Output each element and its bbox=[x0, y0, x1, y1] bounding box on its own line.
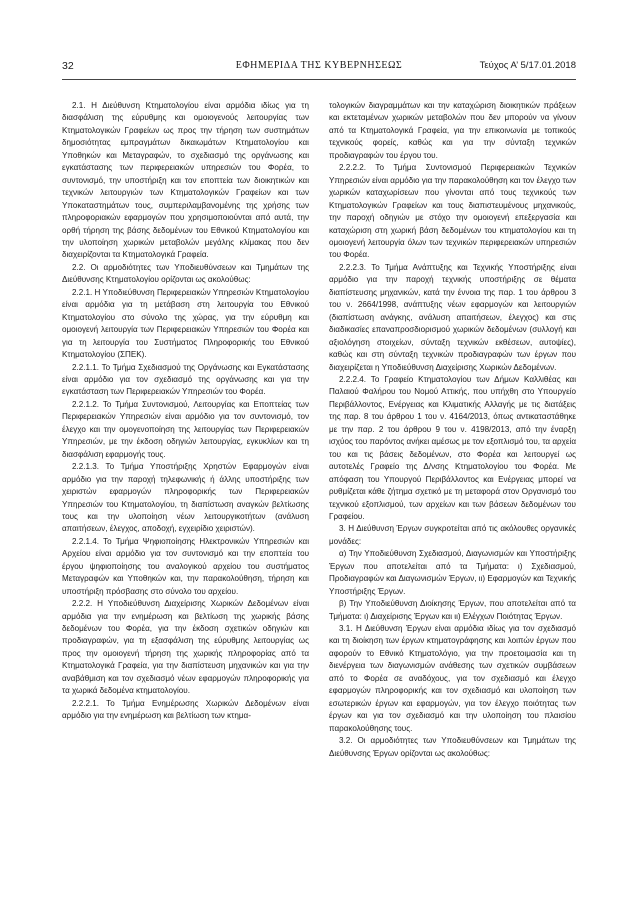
paragraph: 2.2. Οι αρμοδιότητες των Υποδιευθύνσεων και Τμημάτων της Διεύθυνσης Κτηματολογίου ορίζονται ως ακολούθως: bbox=[62, 262, 309, 285]
paragraph: 2.2.2. Η Υποδιεύθυνση Διαχείρισης Χωρικών Δεδομένων είναι αρμόδια για την ενημέρωση και βελτίωση της χωρικής βάσης δεδομένων του Φορέα, για την έκδοση σχετικών οδηγιών και προδιαγραφών, για τη εξασφάλιση της εύρυθμης λειτουργίας ως προς την ομοιογενή τήρηση της χωρικής πληροφορίας από τα Κτηματολογικά Γραφεία, για την διαπίστευση μηχανικών και για την αναβάθμιση και τον σχεδιασμό νέων εφαρμογών πληροφορικής για τα χωρικά δεδομένα κτηματολογίου. bbox=[62, 599, 309, 696]
issue-reference: Τεύχος Α’ 5/17.01.2018 bbox=[479, 60, 576, 71]
paragraph: 2.2.1.1. Το Τμήμα Σχεδιασμού της Οργάνωσης και Εγκατάστασης είναι αρμόδιο για τον σχεδιασμό της οργάνωσης και για την εγκατάσταση των Περιφερειακών Υπηρεσιών του Φορέα. bbox=[62, 362, 309, 397]
page-number: 32 bbox=[62, 60, 74, 72]
paragraph: 2.2.2.2. Το Τμήμα Συντονισμού Περιφερειακών Τεχνικών Υπηρεσιών είναι αρμόδιο για την παρακολούθηση και τον έλεγχο των χωρικών καταχωρίσεων που γίνονται από τους τεχνικούς των Κτηματολογικών Γραφείων και τους διαπιστευμένους μηχανικούς, την παροχή οδηγιών με στόχο την ομοιογενή επεξεργασία και καταχώριση στη χωρική βάση δεδομένων του κτηματολογίου και τη ομοιογενή λειτουργία όλων των τεχνικών περιφερειακών υπηρεσιών του Φορέα. bbox=[329, 163, 576, 260]
paragraph: β) Την Υποδιεύθυνση Διοίκησης Έργων, που αποτελείται από τα Τμήματα: ι) Διαχείρισης Έργων και ιι) Ελέγχων Ποιότητας Έργων. bbox=[329, 599, 576, 621]
paragraph: 2.1. Η Διεύθυνση Κτηματολογίου είναι αρμόδια ιδίως για τη διασφάλιση της εύρυθμης και ομοιογενούς λειτουργίας των Κτηματολογικών Γραφείων ως προς την τήρηση των συστημάτων δημοσιότητας εμπραγμάτων δικαιωμάτων Κτηματολογίου και Υποθηκών και Μεταγραφών, το σχεδιασμό της οργάνωσης και εγκατάστασης των περιφερειακών υπηρεσιών του Φορέα, το συντονισμό, την υποστήριξη και τον εποπτεία των διοικητικών και τεχνικών λειτουργιών των Κτηματολογικών Γραφείων και των Υποκαταστημάτων τους, συμπεριλαμβανομένης της χρήσης των πληροφοριακών εφαρμογών που χρησιμοποιούνται από αυτά, την ορθή τήρηση της βάσης δεδομένων του Εθνικού Κτηματολογίου και την υλοποίηση χωρικών μεταβολών μεγάλης κλίμακας που δεν διαχειρίζονται τα Κτηματολογικά Γραφεία. bbox=[62, 101, 309, 260]
paragraph: 3.2. Οι αρμοδιότητες των Υποδιευθύνσεων και Τμημάτων της Διεύθυνσης Έργων ορίζονται ως ακολούθως: bbox=[329, 736, 576, 758]
paragraph: α) Την Υποδιεύθυνση Σχεδιασμού, Διαγωνισμών και Υποστήριξης Έργων που αποτελείται από τα Τμήματα: ι) Σχεδιασμού, Προδιαγραφών και Διαγωνισμών Έργων, ιι) Εφαρμογών και Τεχνικής Υποστήριξης Έργων. bbox=[329, 549, 576, 596]
gazette-title: ΕΦΗΜΕΡΙΔΑ ΤΗΣ ΚΥΒΕΡΝΗΣΕΩΣ bbox=[235, 60, 403, 71]
paragraph: 2.2.1.3. Το Τμήμα Υποστήριξης Χρηστών Εφαρμογών είναι αρμόδιο για την παροχή τηλεφωνικής ή άλλης υποστήριξης των χειριστών εφαρμογών πληροφορικής των Περιφερειακών Υπηρεσιών του Κτηματολογίου, τη διαπίστωση αναγκών βελτίωσης τους και την υλοποίηση νέων λειτουργικοτήτων (ανάλυση απαιτήσεων, έλεγχος, αποδοχή, εγχειρίδιο χειριστών). bbox=[62, 462, 309, 534]
paragraph: 2.2.2.3. Το Τμήμα Ανάπτυξης και Τεχνικής Υποστήριξης είναι αρμόδιο για την παροχή τεχνικής υποστήριξης σε θέματα διαπίστευσης μηχανικών, κατά την έννοια της παρ. 1 του άρθρου 3 του ν. 2664/1998, ανάπτυξης νέων εφαρμογών και λειτουργιών (διαπίστωση ανάγκης, ανάλυση απαιτήσεων, έλεγχος) και στις διαδικασίες επαναπροσδιορισμού χωρικών δεδομένων (συλλογή και αξιολόγηση στοιχείων, σύνταξη τεχνικών εκθέσεων, αυτοψίες), καθώς και στη σύνταξη τεχνικών προδιαγραφών των έργων που διαχειρίζεται η Υποδιεύθυνση Διαχείρισης Χωρικών Δεδομένων. bbox=[329, 262, 576, 372]
right-column bbox=[329, 100, 576, 760]
header-rule bbox=[62, 79, 576, 80]
paragraph: 2.2.1. Η Υποδιεύθυνση Περιφερειακών Υπηρεσιών Κτηματολογίου είναι αρμόδια για τη μετάβαση στη λειτουργία του Εθνικού Κτηματολογίου στο σύνολο της χώρας, για την εύρυθμη και ομοιογενή λειτουργία των Περιφερειακών Υπηρεσιών του Φορέα και για τη λειτουργία του Συστήματος Πληροφορικής του Εθνικού Κτηματολογίου (ΣΠΕΚ). bbox=[62, 287, 309, 360]
left-column bbox=[62, 100, 309, 723]
page-header bbox=[62, 60, 576, 80]
paragraph: 3.1. Η Διεύθυνση Έργων είναι αρμόδια ιδίως για τον σχεδιασμό και τη διοίκηση των έργων κτηματογράφησης και λοιπών έργων που αφορούν το Εθνικό Κτηματολόγιο, για την προετοιμασία και τη διενέργεια των διαγωνισμών ανάθεσης των σχετικών συμβάσεων από το Φορέα σε αναδόχους, για τον σχεδιασμό και έλεγχο εφαρμογών πληροφορικής και τον σχεδιασμό και υλοποίηση των εσωτερικών έργων και εφαρμογών, για τον έλεγχο ποιότητας των έργων και για τον σχεδιασμό και την υλοποίηση του πλαισίου παρακολούθησης τους. bbox=[329, 624, 576, 733]
paragraph: 2.2.2.4. Το Γραφείο Κτηματολογίου των Δήμων Καλλιθέας και Παλαιού Φαλήρου του Νομού Αττικής, που υπήχθη στο Υπουργείο Περιβάλλοντος, Ενέργειας και Κλιματικής Αλλαγής με τις διατάξεις της παρ. 8 του άρθρου 1 του ν. 4164/2013, όπως αντικαταστάθηκε με την παρ. 2 του άρθρου 9 του ν. 4198/2013, από την έναρξη ισχύος του παρόντος ανήκει αμέσως με τον εξοπλισμό του, τα αρχεία του και τις βάσεις δεδομένων, στο Φορέα και λειτουργεί ως αυτοτελές Γραφείο της Δ/νσης Κτηματολογίου του Φορέα. Με απόφαση του Υπουργού Περιβάλλοντος και Ενέργειας μπορεί να ρυθμίζεται κάθε ζήτημα σχετικό με τη μεταφορά στον Οργανισμό του τεχνικού εξοπλισμού, των αρχείων και των βάσεων δεδομένων του Γραφείου. bbox=[329, 374, 576, 521]
paragraph: 2.2.1.2. Το Τμήμα Συντονισμού, Λειτουργίας και Εποπτείας των Περιφερειακών Υπηρεσιών είναι αρμόδιο για τον συντονισμό, τον έλεγχο και την ομογενοποίηση της λειτουργίας των Περιφερειακών Υπηρεσιών, με την έκδοση οδηγιών λειτουργίας, εγκυκλίων και τη διασφάλιση εφαρμογής τους. bbox=[62, 399, 309, 459]
paragraph: 2.2.2.1. Το Τμήμα Ενημέρωσης Χωρικών Δεδομένων είναι αρμόδιο για την ενημέρωση και βελτίωση των κτημα- bbox=[62, 698, 309, 721]
paragraph: 2.2.1.4. Το Τμήμα Ψηφιοποίησης Ηλεκτρονικών Υπηρεσιών και Αρχείου είναι αρμόδιο για τον συντονισμό και την εποπτεία του έργου ψηφιοποίησης του αναλογικού αρχείου του συστήματος Μεταγραφών και Υποθηκών και, την παρακολούθηση, τήρηση και υποστήριξη πρόσβασης στο σύνολο του αρχείου. bbox=[62, 536, 309, 596]
paragraph: 3. Η Διεύθυνση Έργων συγκροτείται από τις ακόλουθες οργανικές μονάδες: bbox=[329, 524, 576, 546]
paragraph: τολογικών διαγραμμάτων και την καταχώριση διοικητικών πράξεων και εκτεταμένων χωρικών μεταβολών που δεν μπορούν να γίνουν από τα Κτηματολογικά Γραφεία, για την επικοινωνία με τοπικούς τεχνικούς φορείς, καθώς και για την σύνταξη τεχνικών προδιαγραφών του έργου του. bbox=[329, 101, 576, 160]
